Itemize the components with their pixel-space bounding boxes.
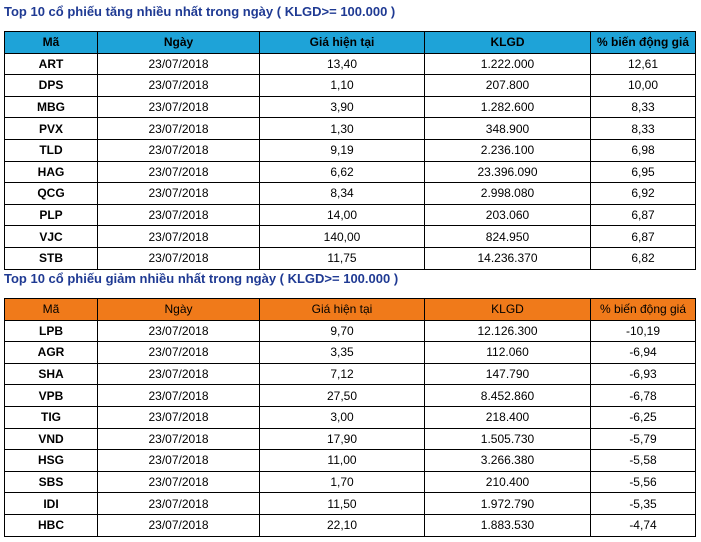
table-row <box>5 183 696 205</box>
cell-date: 23/07/2018 <box>98 428 260 450</box>
cell-change-pct: -10,19 <box>591 320 696 342</box>
cell-price: 3,90 <box>260 96 425 118</box>
cell-ticker: PLP <box>5 204 98 226</box>
cell-volume: 348.900 <box>425 118 591 140</box>
cell-change-pct: -5,79 <box>591 428 696 450</box>
cell-date: 23/07/2018 <box>98 514 260 536</box>
cell-volume: 8.452.860 <box>425 385 591 407</box>
cell-change-pct: 8,33 <box>591 118 696 140</box>
cell-ticker: MBG <box>5 96 98 118</box>
losers-title: Top 10 cổ phiếu giảm nhiều nhất trong ngày ( KLGD>= 100.000 ) <box>4 271 399 286</box>
cell-volume: 1.222.000 <box>425 53 591 75</box>
table-row <box>5 320 696 342</box>
cell-volume: 2.236.100 <box>425 139 591 161</box>
cell-price: 6,62 <box>260 161 425 183</box>
cell-date: 23/07/2018 <box>98 406 260 428</box>
cell-ticker: VPB <box>5 385 98 407</box>
cell-change-pct: -6,94 <box>591 342 696 364</box>
cell-volume: 12.126.300 <box>425 320 591 342</box>
table-row <box>5 450 696 472</box>
table-row <box>5 118 696 140</box>
cell-ticker: SHA <box>5 363 98 385</box>
header-volume: KLGD <box>425 299 591 321</box>
cell-volume: 218.400 <box>425 406 591 428</box>
table-row <box>5 53 696 75</box>
cell-date: 23/07/2018 <box>98 320 260 342</box>
cell-change-pct: -6,78 <box>591 385 696 407</box>
cell-date: 23/07/2018 <box>98 183 260 205</box>
cell-volume: 1.972.790 <box>425 493 591 515</box>
table-row <box>5 161 696 183</box>
cell-ticker: HSG <box>5 450 98 472</box>
cell-ticker: ART <box>5 53 98 75</box>
cell-price: 1,10 <box>260 75 425 97</box>
cell-volume: 14.236.370 <box>425 247 591 269</box>
cell-date: 23/07/2018 <box>98 385 260 407</box>
cell-change-pct: 12,61 <box>591 53 696 75</box>
cell-price: 140,00 <box>260 226 425 248</box>
cell-volume: 210.400 <box>425 471 591 493</box>
cell-ticker: TIG <box>5 406 98 428</box>
cell-price: 7,12 <box>260 363 425 385</box>
cell-change-pct: 10,00 <box>591 75 696 97</box>
cell-change-pct: -5,58 <box>591 450 696 472</box>
cell-price: 9,70 <box>260 320 425 342</box>
header-ticker: Mã <box>5 32 98 54</box>
cell-volume: 3.266.380 <box>425 450 591 472</box>
cell-date: 23/07/2018 <box>98 53 260 75</box>
cell-ticker: DPS <box>5 75 98 97</box>
cell-change-pct: -6,93 <box>591 363 696 385</box>
table-row <box>5 247 696 269</box>
cell-change-pct: -6,25 <box>591 406 696 428</box>
cell-date: 23/07/2018 <box>98 161 260 183</box>
header-date: Ngày <box>98 299 260 321</box>
cell-price: 27,50 <box>260 385 425 407</box>
header-price: Giá hiện tại <box>260 32 425 54</box>
cell-volume: 2.998.080 <box>425 183 591 205</box>
cell-price: 14,00 <box>260 204 425 226</box>
cell-price: 3,35 <box>260 342 425 364</box>
cell-volume: 23.396.090 <box>425 161 591 183</box>
cell-price: 11,50 <box>260 493 425 515</box>
cell-volume: 112.060 <box>425 342 591 364</box>
cell-date: 23/07/2018 <box>98 96 260 118</box>
losers-table <box>4 298 696 537</box>
losers-body <box>5 320 696 536</box>
cell-price: 3,00 <box>260 406 425 428</box>
cell-change-pct: 6,92 <box>591 183 696 205</box>
cell-change-pct: 6,98 <box>591 139 696 161</box>
gainers-table <box>4 31 696 270</box>
cell-date: 23/07/2018 <box>98 363 260 385</box>
cell-ticker: HAG <box>5 161 98 183</box>
cell-price: 1,30 <box>260 118 425 140</box>
table-row <box>5 385 696 407</box>
cell-ticker: VJC <box>5 226 98 248</box>
table-row <box>5 139 696 161</box>
cell-price: 22,10 <box>260 514 425 536</box>
cell-volume: 1.505.730 <box>425 428 591 450</box>
cell-date: 23/07/2018 <box>98 342 260 364</box>
header-ticker: Mã <box>5 299 98 321</box>
cell-change-pct: -4,74 <box>591 514 696 536</box>
cell-change-pct: 6,87 <box>591 226 696 248</box>
gainers-title: Top 10 cổ phiếu tăng nhiều nhất trong ngày ( KLGD>= 100.000 ) <box>4 4 396 19</box>
cell-volume: 1.883.530 <box>425 514 591 536</box>
cell-ticker: QCG <box>5 183 98 205</box>
cell-change-pct: 6,95 <box>591 161 696 183</box>
table-row <box>5 428 696 450</box>
table-row <box>5 363 696 385</box>
cell-change-pct: -5,35 <box>591 493 696 515</box>
table-row <box>5 471 696 493</box>
cell-price: 1,70 <box>260 471 425 493</box>
table-row <box>5 75 696 97</box>
header-volume: KLGD <box>425 32 591 54</box>
cell-date: 23/07/2018 <box>98 493 260 515</box>
cell-price: 8,34 <box>260 183 425 205</box>
cell-date: 23/07/2018 <box>98 471 260 493</box>
header-date: Ngày <box>98 32 260 54</box>
cell-ticker: SBS <box>5 471 98 493</box>
cell-date: 23/07/2018 <box>98 139 260 161</box>
gainers-body <box>5 53 696 269</box>
cell-volume: 1.282.600 <box>425 96 591 118</box>
cell-date: 23/07/2018 <box>98 204 260 226</box>
cell-ticker: VND <box>5 428 98 450</box>
table-row <box>5 406 696 428</box>
cell-volume: 147.790 <box>425 363 591 385</box>
cell-ticker: STB <box>5 247 98 269</box>
cell-change-pct: -5,56 <box>591 471 696 493</box>
header-change-pct: % biến động giá <box>591 299 696 321</box>
cell-price: 11,75 <box>260 247 425 269</box>
cell-date: 23/07/2018 <box>98 450 260 472</box>
cell-date: 23/07/2018 <box>98 118 260 140</box>
gainers-header-row <box>5 32 696 54</box>
cell-date: 23/07/2018 <box>98 247 260 269</box>
table-row <box>5 342 696 364</box>
cell-price: 13,40 <box>260 53 425 75</box>
cell-volume: 824.950 <box>425 226 591 248</box>
cell-volume: 207.800 <box>425 75 591 97</box>
cell-date: 23/07/2018 <box>98 75 260 97</box>
cell-change-pct: 6,87 <box>591 204 696 226</box>
table-row <box>5 493 696 515</box>
cell-price: 17,90 <box>260 428 425 450</box>
cell-ticker: TLD <box>5 139 98 161</box>
cell-price: 9,19 <box>260 139 425 161</box>
table-row <box>5 204 696 226</box>
cell-change-pct: 8,33 <box>591 96 696 118</box>
cell-change-pct: 6,82 <box>591 247 696 269</box>
losers-header-row <box>5 299 696 321</box>
cell-volume: 203.060 <box>425 204 591 226</box>
table-row <box>5 226 696 248</box>
cell-ticker: IDI <box>5 493 98 515</box>
table-row <box>5 514 696 536</box>
header-price: Giá hiện tại <box>260 299 425 321</box>
cell-ticker: AGR <box>5 342 98 364</box>
header-change-pct: % biến động giá <box>591 32 696 54</box>
cell-ticker: HBC <box>5 514 98 536</box>
cell-price: 11,00 <box>260 450 425 472</box>
cell-date: 23/07/2018 <box>98 226 260 248</box>
cell-ticker: PVX <box>5 118 98 140</box>
table-row <box>5 96 696 118</box>
cell-ticker: LPB <box>5 320 98 342</box>
